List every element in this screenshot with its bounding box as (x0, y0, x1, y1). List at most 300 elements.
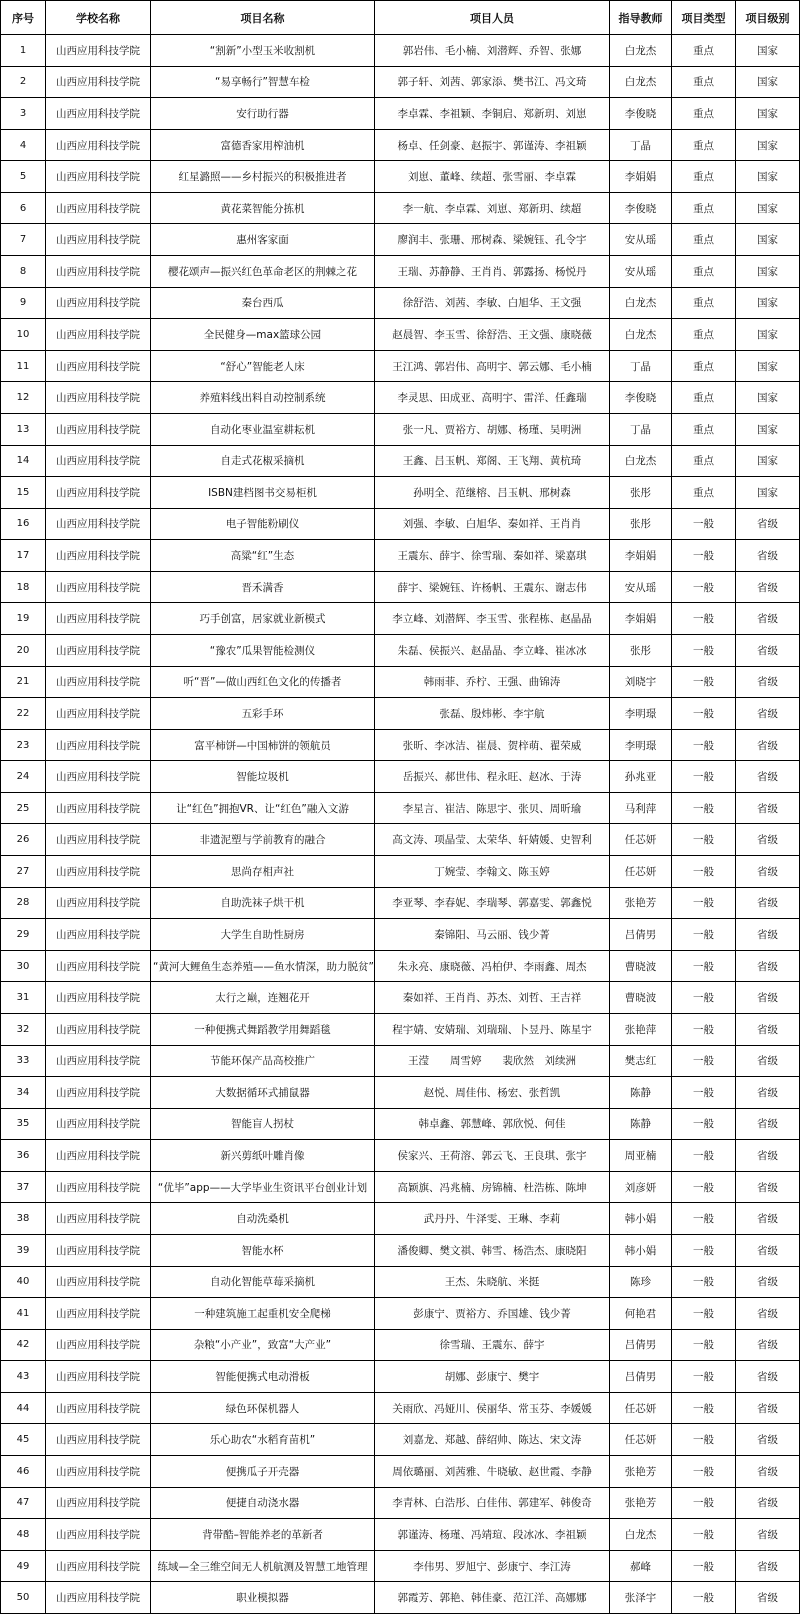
cell-school: 山西应用科技学院 (46, 66, 151, 98)
cell-advisor: 吕倩男 (610, 1329, 672, 1361)
cell-school: 山西应用科技学院 (46, 1361, 151, 1393)
cell-project-type: 重点 (672, 161, 736, 193)
cell-members: 刘嘉龙、郑越、薛绍帅、陈达、宋文涛 (375, 1424, 610, 1456)
cell-index: 19 (1, 603, 46, 635)
cell-project-name: 乐心助农“水稻育苗机” (151, 1424, 375, 1456)
cell-advisor: 樊志红 (610, 1045, 672, 1077)
cell-school: 山西应用科技学院 (46, 1203, 151, 1235)
cell-project-name: 樱花颂声—振兴红色革命老区的荆棘之花 (151, 256, 375, 288)
cell-members: 胡娜、彭康宁、樊宇 (375, 1361, 610, 1393)
cell-members: 徐雪瑞、王震东、薛宇 (375, 1329, 610, 1361)
cell-project-level: 省级 (736, 887, 800, 919)
cell-members: 郭子轩、刘茜、郭家添、樊书江、冯文琦 (375, 66, 610, 98)
table-row (1, 1424, 800, 1456)
table-row (1, 792, 800, 824)
cell-project-type: 重点 (672, 350, 736, 382)
table-row (1, 1013, 800, 1045)
cell-project-level: 省级 (736, 1361, 800, 1393)
cell-advisor: 吕倩男 (610, 1361, 672, 1393)
cell-advisor: 张彤 (610, 634, 672, 666)
cell-school: 山西应用科技学院 (46, 413, 151, 445)
cell-project-name: “舒心”智能老人床 (151, 350, 375, 382)
cell-project-level: 省级 (736, 508, 800, 540)
cell-school: 山西应用科技学院 (46, 982, 151, 1014)
cell-school: 山西应用科技学院 (46, 1519, 151, 1551)
cell-members: 杨卓、任剑豪、赵振宇、郭谨涛、李祖颖 (375, 129, 610, 161)
cell-index: 15 (1, 477, 46, 509)
cell-advisor: 任芯妍 (610, 1424, 672, 1456)
cell-members: 刘强、李敏、白旭华、秦如祥、王肖肖 (375, 508, 610, 540)
cell-project-level: 国家 (736, 319, 800, 351)
cell-members: 高颖旗、冯兆楠、房锦楠、杜浩栋、陈坤 (375, 1171, 610, 1203)
cell-project-name: 全民健身—max篮球公园 (151, 319, 375, 351)
cell-project-type: 一般 (672, 1171, 736, 1203)
cell-index: 28 (1, 887, 46, 919)
cell-index: 2 (1, 66, 46, 98)
cell-project-type: 一般 (672, 571, 736, 603)
cell-members: 张一凡、贾裕方、胡娜、杨瑾、吴明洲 (375, 413, 610, 445)
header-project-name: 项目名称 (151, 1, 375, 35)
cell-project-name: 大数据循环式捕鼠器 (151, 1077, 375, 1109)
cell-members: 王杰、朱晓航、米挺 (375, 1266, 610, 1298)
cell-project-name: 自动化枣业温室耕耘机 (151, 413, 375, 445)
cell-advisor: 丁晶 (610, 413, 672, 445)
cell-index: 6 (1, 192, 46, 224)
cell-project-name: 五彩手环 (151, 698, 375, 730)
table-row (1, 982, 800, 1014)
cell-school: 山西应用科技学院 (46, 603, 151, 635)
cell-members: 郭岩伟、毛小楠、刘潜辉、乔智、张娜 (375, 35, 610, 67)
cell-index: 36 (1, 1140, 46, 1172)
cell-members: 秦锦阳、马云丽、钱少菁 (375, 919, 610, 951)
cell-project-name: 秦台西瓜 (151, 287, 375, 319)
cell-advisor: 任芯妍 (610, 856, 672, 888)
cell-school: 山西应用科技学院 (46, 1077, 151, 1109)
cell-project-type: 重点 (672, 129, 736, 161)
cell-project-level: 省级 (736, 1550, 800, 1582)
cell-project-level: 省级 (736, 1392, 800, 1424)
cell-advisor: 曹晓波 (610, 950, 672, 982)
cell-members: 王瑞、苏静静、王肖肖、郭露扬、杨悦丹 (375, 256, 610, 288)
cell-members: 郭谨涛、杨瑾、冯靖瑄、段冰冰、李祖颖 (375, 1519, 610, 1551)
cell-school: 山西应用科技学院 (46, 634, 151, 666)
cell-project-level: 省级 (736, 1456, 800, 1488)
cell-index: 9 (1, 287, 46, 319)
cell-school: 山西应用科技学院 (46, 1329, 151, 1361)
header-index: 序号 (1, 1, 46, 35)
cell-project-type: 一般 (672, 540, 736, 572)
table-row (1, 1487, 800, 1519)
table-row (1, 287, 800, 319)
cell-members: 赵悦、周佳伟、杨宏、张哲凯 (375, 1077, 610, 1109)
cell-index: 46 (1, 1456, 46, 1488)
cell-index: 47 (1, 1487, 46, 1519)
cell-project-type: 一般 (672, 1329, 736, 1361)
cell-school: 山西应用科技学院 (46, 887, 151, 919)
cell-advisor: 刘晓宇 (610, 666, 672, 698)
cell-project-name: “豫农”瓜果智能检测仪 (151, 634, 375, 666)
cell-project-type: 一般 (672, 824, 736, 856)
cell-index: 40 (1, 1266, 46, 1298)
cell-school: 山西应用科技学院 (46, 1392, 151, 1424)
cell-index: 38 (1, 1203, 46, 1235)
cell-project-type: 一般 (672, 1140, 736, 1172)
table-row (1, 856, 800, 888)
table-row (1, 224, 800, 256)
cell-members: 侯家兴、王荷溶、郭云飞、王良琪、张宇 (375, 1140, 610, 1172)
cell-project-level: 国家 (736, 350, 800, 382)
table-row (1, 256, 800, 288)
table-row (1, 66, 800, 98)
cell-project-type: 一般 (672, 1392, 736, 1424)
cell-members: 王滢 周雪婷 裴欣然 刘续洲 (375, 1045, 610, 1077)
cell-project-level: 省级 (736, 856, 800, 888)
cell-project-level: 省级 (736, 792, 800, 824)
cell-index: 18 (1, 571, 46, 603)
cell-project-level: 国家 (736, 224, 800, 256)
cell-advisor: 周亚楠 (610, 1140, 672, 1172)
cell-project-name: 黄花菜智能分拣机 (151, 192, 375, 224)
cell-project-level: 省级 (736, 919, 800, 951)
cell-index: 35 (1, 1108, 46, 1140)
cell-members: 薛宇、梁婉钰、许杨帆、王震东、谢志伟 (375, 571, 610, 603)
cell-project-type: 一般 (672, 1361, 736, 1393)
cell-project-level: 省级 (736, 982, 800, 1014)
cell-school: 山西应用科技学院 (46, 35, 151, 67)
cell-school: 山西应用科技学院 (46, 224, 151, 256)
cell-index: 22 (1, 698, 46, 730)
cell-school: 山西应用科技学院 (46, 350, 151, 382)
cell-advisor: 丁晶 (610, 129, 672, 161)
cell-school: 山西应用科技学院 (46, 761, 151, 793)
cell-index: 12 (1, 382, 46, 414)
cell-project-level: 国家 (736, 413, 800, 445)
cell-project-level: 省级 (736, 1234, 800, 1266)
cell-index: 17 (1, 540, 46, 572)
cell-index: 13 (1, 413, 46, 445)
table-row (1, 1361, 800, 1393)
cell-advisor: 张艳萍 (610, 1013, 672, 1045)
cell-advisor: 陈珍 (610, 1266, 672, 1298)
cell-members: 李星言、崔洁、陈思宇、张贝、周昕瑜 (375, 792, 610, 824)
cell-project-level: 国家 (736, 287, 800, 319)
cell-project-name: ISBN建档图书交易柜机 (151, 477, 375, 509)
cell-project-name: 富德香家用榨油机 (151, 129, 375, 161)
cell-project-name: “优毕”app——大学毕业生资讯平台创业计划 (151, 1171, 375, 1203)
cell-index: 29 (1, 919, 46, 951)
header-school: 学校名称 (46, 1, 151, 35)
table-row (1, 445, 800, 477)
cell-advisor: 韩小娟 (610, 1203, 672, 1235)
cell-school: 山西应用科技学院 (46, 256, 151, 288)
cell-members: 潘俊卿、樊文祺、韩雪、杨浩杰、康晓阳 (375, 1234, 610, 1266)
cell-project-name: 安行助行器 (151, 98, 375, 130)
cell-school: 山西应用科技学院 (46, 792, 151, 824)
cell-index: 39 (1, 1234, 46, 1266)
cell-project-name: 惠州客家面 (151, 224, 375, 256)
table-row (1, 666, 800, 698)
cell-project-name: 自动洗桑机 (151, 1203, 375, 1235)
cell-advisor: 李明璟 (610, 729, 672, 761)
cell-project-level: 省级 (736, 698, 800, 730)
cell-project-name: 自走式花椒采摘机 (151, 445, 375, 477)
cell-project-type: 一般 (672, 634, 736, 666)
cell-project-type: 一般 (672, 698, 736, 730)
cell-school: 山西应用科技学院 (46, 540, 151, 572)
cell-index: 7 (1, 224, 46, 256)
cell-project-name: 高粱“红”生态 (151, 540, 375, 572)
cell-project-level: 国家 (736, 66, 800, 98)
cell-project-level: 省级 (736, 666, 800, 698)
cell-index: 48 (1, 1519, 46, 1551)
header-advisor: 指导教师 (610, 1, 672, 35)
cell-index: 27 (1, 856, 46, 888)
cell-project-level: 省级 (736, 1519, 800, 1551)
cell-members: 高文涛、项晶莹、太荣华、轩婧媛、史智利 (375, 824, 610, 856)
cell-project-name: 养殖料线出料自动控制系统 (151, 382, 375, 414)
cell-members: 廖润丰、张珊、邢树森、梁婉钰、孔令宇 (375, 224, 610, 256)
cell-advisor: 孙兆亚 (610, 761, 672, 793)
cell-index: 20 (1, 634, 46, 666)
cell-index: 34 (1, 1077, 46, 1109)
cell-project-type: 一般 (672, 508, 736, 540)
cell-members: 朱磊、侯振兴、赵晶晶、李立峰、崔冰冰 (375, 634, 610, 666)
cell-school: 山西应用科技学院 (46, 729, 151, 761)
cell-school: 山西应用科技学院 (46, 287, 151, 319)
table-row (1, 634, 800, 666)
cell-project-type: 重点 (672, 382, 736, 414)
cell-project-level: 省级 (736, 1171, 800, 1203)
cell-school: 山西应用科技学院 (46, 1487, 151, 1519)
cell-advisor: 安从瑶 (610, 256, 672, 288)
cell-project-type: 重点 (672, 256, 736, 288)
cell-project-type: 一般 (672, 919, 736, 951)
cell-project-name: 富平柿饼—中国柿饼的领航员 (151, 729, 375, 761)
cell-index: 44 (1, 1392, 46, 1424)
cell-project-type: 一般 (672, 1298, 736, 1330)
cell-project-type: 一般 (672, 1266, 736, 1298)
cell-project-type: 重点 (672, 35, 736, 67)
cell-advisor: 吕倩男 (610, 919, 672, 951)
table-row (1, 1077, 800, 1109)
cell-members: 王震东、薛宇、徐雪瑞、秦如祥、梁嘉琪 (375, 540, 610, 572)
cell-advisor: 任芯妍 (610, 1392, 672, 1424)
cell-advisor: 马利萍 (610, 792, 672, 824)
cell-school: 山西应用科技学院 (46, 698, 151, 730)
cell-project-type: 一般 (672, 792, 736, 824)
cell-index: 32 (1, 1013, 46, 1045)
table-row (1, 1456, 800, 1488)
header-members: 项目人员 (375, 1, 610, 35)
table-row (1, 413, 800, 445)
cell-advisor: 张艳芳 (610, 1487, 672, 1519)
cell-school: 山西应用科技学院 (46, 571, 151, 603)
table-row (1, 1108, 800, 1140)
table-row (1, 1171, 800, 1203)
cell-project-name: “黄河大鲤鱼生态养殖——鱼水情深，助力脱贫” (151, 950, 375, 982)
table-row (1, 887, 800, 919)
cell-members: 韩雨菲、乔柠、王强、曲锦涛 (375, 666, 610, 698)
cell-index: 3 (1, 98, 46, 130)
cell-school: 山西应用科技学院 (46, 666, 151, 698)
cell-project-type: 一般 (672, 761, 736, 793)
cell-members: 刘崽、董峰、续超、张雪丽、李卓霖 (375, 161, 610, 193)
cell-members: 丁婉莹、李翰文、陈玉婷 (375, 856, 610, 888)
cell-project-type: 一般 (672, 1487, 736, 1519)
cell-school: 山西应用科技学院 (46, 192, 151, 224)
cell-index: 21 (1, 666, 46, 698)
table-row (1, 1392, 800, 1424)
cell-school: 山西应用科技学院 (46, 919, 151, 951)
table-row (1, 603, 800, 635)
cell-members: 程宇婧、安婧瑞、刘瑞瑞、卜昱丹、陈星宇 (375, 1013, 610, 1045)
cell-project-name: 智能水杯 (151, 1234, 375, 1266)
cell-members: 李亚琴、李春妮、李瑞琴、郭嘉雯、郭鑫悦 (375, 887, 610, 919)
cell-project-name: 一种建筑施工起重机安全爬梯 (151, 1298, 375, 1330)
cell-project-name: 电子智能粉刷仪 (151, 508, 375, 540)
table-row (1, 477, 800, 509)
cell-index: 24 (1, 761, 46, 793)
cell-members: 李灵思、田成亚、高明宇、雷洋、任鑫瑞 (375, 382, 610, 414)
table-header-row (1, 1, 800, 35)
cell-school: 山西应用科技学院 (46, 1108, 151, 1140)
cell-index: 50 (1, 1582, 46, 1614)
table-row (1, 1045, 800, 1077)
cell-project-level: 国家 (736, 129, 800, 161)
table-row (1, 129, 800, 161)
cell-index: 31 (1, 982, 46, 1014)
cell-project-name: 节能环保产品高校推广 (151, 1045, 375, 1077)
cell-project-level: 省级 (736, 729, 800, 761)
cell-school: 山西应用科技学院 (46, 98, 151, 130)
table-row (1, 1203, 800, 1235)
cell-index: 11 (1, 350, 46, 382)
table-body (1, 35, 800, 1614)
table-row (1, 350, 800, 382)
cell-project-type: 一般 (672, 950, 736, 982)
cell-advisor: 李俊晓 (610, 382, 672, 414)
table-row (1, 1234, 800, 1266)
cell-members: 韩卓鑫、郭慧峰、郭欣悦、何佳 (375, 1108, 610, 1140)
cell-school: 山西应用科技学院 (46, 129, 151, 161)
cell-advisor: 郝峰 (610, 1550, 672, 1582)
cell-members: 李立峰、刘潜辉、李玉雪、张程栋、赵晶晶 (375, 603, 610, 635)
cell-project-type: 一般 (672, 1203, 736, 1235)
cell-project-type: 一般 (672, 982, 736, 1014)
cell-project-type: 重点 (672, 477, 736, 509)
cell-members: 秦如祥、王肖肖、苏杰、刘哲、王吉祥 (375, 982, 610, 1014)
cell-advisor: 张彤 (610, 477, 672, 509)
cell-school: 山西应用科技学院 (46, 445, 151, 477)
cell-advisor: 白龙杰 (610, 445, 672, 477)
cell-index: 37 (1, 1171, 46, 1203)
cell-members: 彭康宁、贾裕方、乔国雄、钱少菁 (375, 1298, 610, 1330)
table-row (1, 161, 800, 193)
cell-project-name: 思尚存相声社 (151, 856, 375, 888)
cell-project-name: 太行之巅，连翘花开 (151, 982, 375, 1014)
cell-index: 8 (1, 256, 46, 288)
cell-project-level: 国家 (736, 161, 800, 193)
table-row (1, 540, 800, 572)
cell-school: 山西应用科技学院 (46, 1582, 151, 1614)
cell-advisor: 何艳君 (610, 1298, 672, 1330)
cell-advisor: 李娟娟 (610, 161, 672, 193)
cell-school: 山西应用科技学院 (46, 161, 151, 193)
cell-project-name: 背带酷–智能养老的革新者 (151, 1519, 375, 1551)
cell-project-level: 省级 (736, 1298, 800, 1330)
cell-school: 山西应用科技学院 (46, 1234, 151, 1266)
cell-members: 郭霞芳、郭艳、韩佳豪、范江洋、高娜娜 (375, 1582, 610, 1614)
cell-advisor: 丁晶 (610, 350, 672, 382)
cell-index: 10 (1, 319, 46, 351)
cell-project-level: 国家 (736, 445, 800, 477)
cell-project-level: 省级 (736, 1266, 800, 1298)
cell-project-level: 省级 (736, 603, 800, 635)
cell-members: 张昕、李冰洁、崔晨、贺梓萌、翟荣威 (375, 729, 610, 761)
cell-members: 李卓霖、李祖颖、李铜启、郑新玥、刘崽 (375, 98, 610, 130)
cell-members: 赵晨智、李玉雪、徐舒浩、王文强、康晓薇 (375, 319, 610, 351)
cell-index: 30 (1, 950, 46, 982)
cell-advisor: 安从瑶 (610, 224, 672, 256)
cell-members: 王江鸿、郭岩伟、高明宇、郭云娜、毛小楠 (375, 350, 610, 382)
table-row (1, 508, 800, 540)
cell-project-level: 省级 (736, 1013, 800, 1045)
cell-advisor: 白龙杰 (610, 287, 672, 319)
cell-project-level: 省级 (736, 540, 800, 572)
cell-advisor: 白龙杰 (610, 35, 672, 67)
cell-project-name: 巧手创富，居家就业新模式 (151, 603, 375, 635)
cell-project-type: 一般 (672, 1045, 736, 1077)
cell-project-name: 绿色环保机器人 (151, 1392, 375, 1424)
cell-members: 周依璐丽、刘茜雅、牛晓敏、赵世霞、李静 (375, 1456, 610, 1488)
cell-members: 李一航、李卓霖、刘崽、郑新玥、续超 (375, 192, 610, 224)
cell-project-level: 国家 (736, 382, 800, 414)
table-row (1, 1298, 800, 1330)
cell-project-name: 大学生自助性厨房 (151, 919, 375, 951)
cell-project-type: 一般 (672, 1234, 736, 1266)
cell-school: 山西应用科技学院 (46, 1424, 151, 1456)
cell-project-name: 职业模拟器 (151, 1582, 375, 1614)
table-row (1, 824, 800, 856)
cell-project-name: 智能盲人拐杖 (151, 1108, 375, 1140)
table-row (1, 35, 800, 67)
cell-school: 山西应用科技学院 (46, 382, 151, 414)
cell-advisor: 曹晓波 (610, 982, 672, 1014)
cell-project-name: 自动化智能草莓采摘机 (151, 1266, 375, 1298)
cell-members: 李伟男、罗旭宁、彭康宁、李江涛 (375, 1550, 610, 1582)
cell-project-name: 听“晋”—做山西红色文化的传播者 (151, 666, 375, 698)
table-row (1, 1519, 800, 1551)
cell-school: 山西应用科技学院 (46, 1550, 151, 1582)
cell-project-type: 重点 (672, 224, 736, 256)
cell-members: 岳振兴、郝世伟、程永旺、赵冰、于涛 (375, 761, 610, 793)
cell-school: 山西应用科技学院 (46, 1266, 151, 1298)
cell-project-type: 一般 (672, 1013, 736, 1045)
cell-project-name: 便捷自动浇水器 (151, 1487, 375, 1519)
cell-advisor: 李娟娟 (610, 603, 672, 635)
cell-school: 山西应用科技学院 (46, 508, 151, 540)
cell-project-level: 省级 (736, 761, 800, 793)
cell-advisor: 陈静 (610, 1077, 672, 1109)
cell-project-type: 一般 (672, 1424, 736, 1456)
cell-project-type: 一般 (672, 887, 736, 919)
cell-project-name: 让“红色”拥抱VR、让“红色”融入文游 (151, 792, 375, 824)
cell-project-level: 国家 (736, 192, 800, 224)
cell-advisor: 安从瑶 (610, 571, 672, 603)
cell-project-name: 杂粮“小产业”，致富“大产业” (151, 1329, 375, 1361)
cell-advisor: 刘彦妍 (610, 1171, 672, 1203)
cell-members: 李青林、白浩彤、白佳伟、郭建军、韩俊奇 (375, 1487, 610, 1519)
